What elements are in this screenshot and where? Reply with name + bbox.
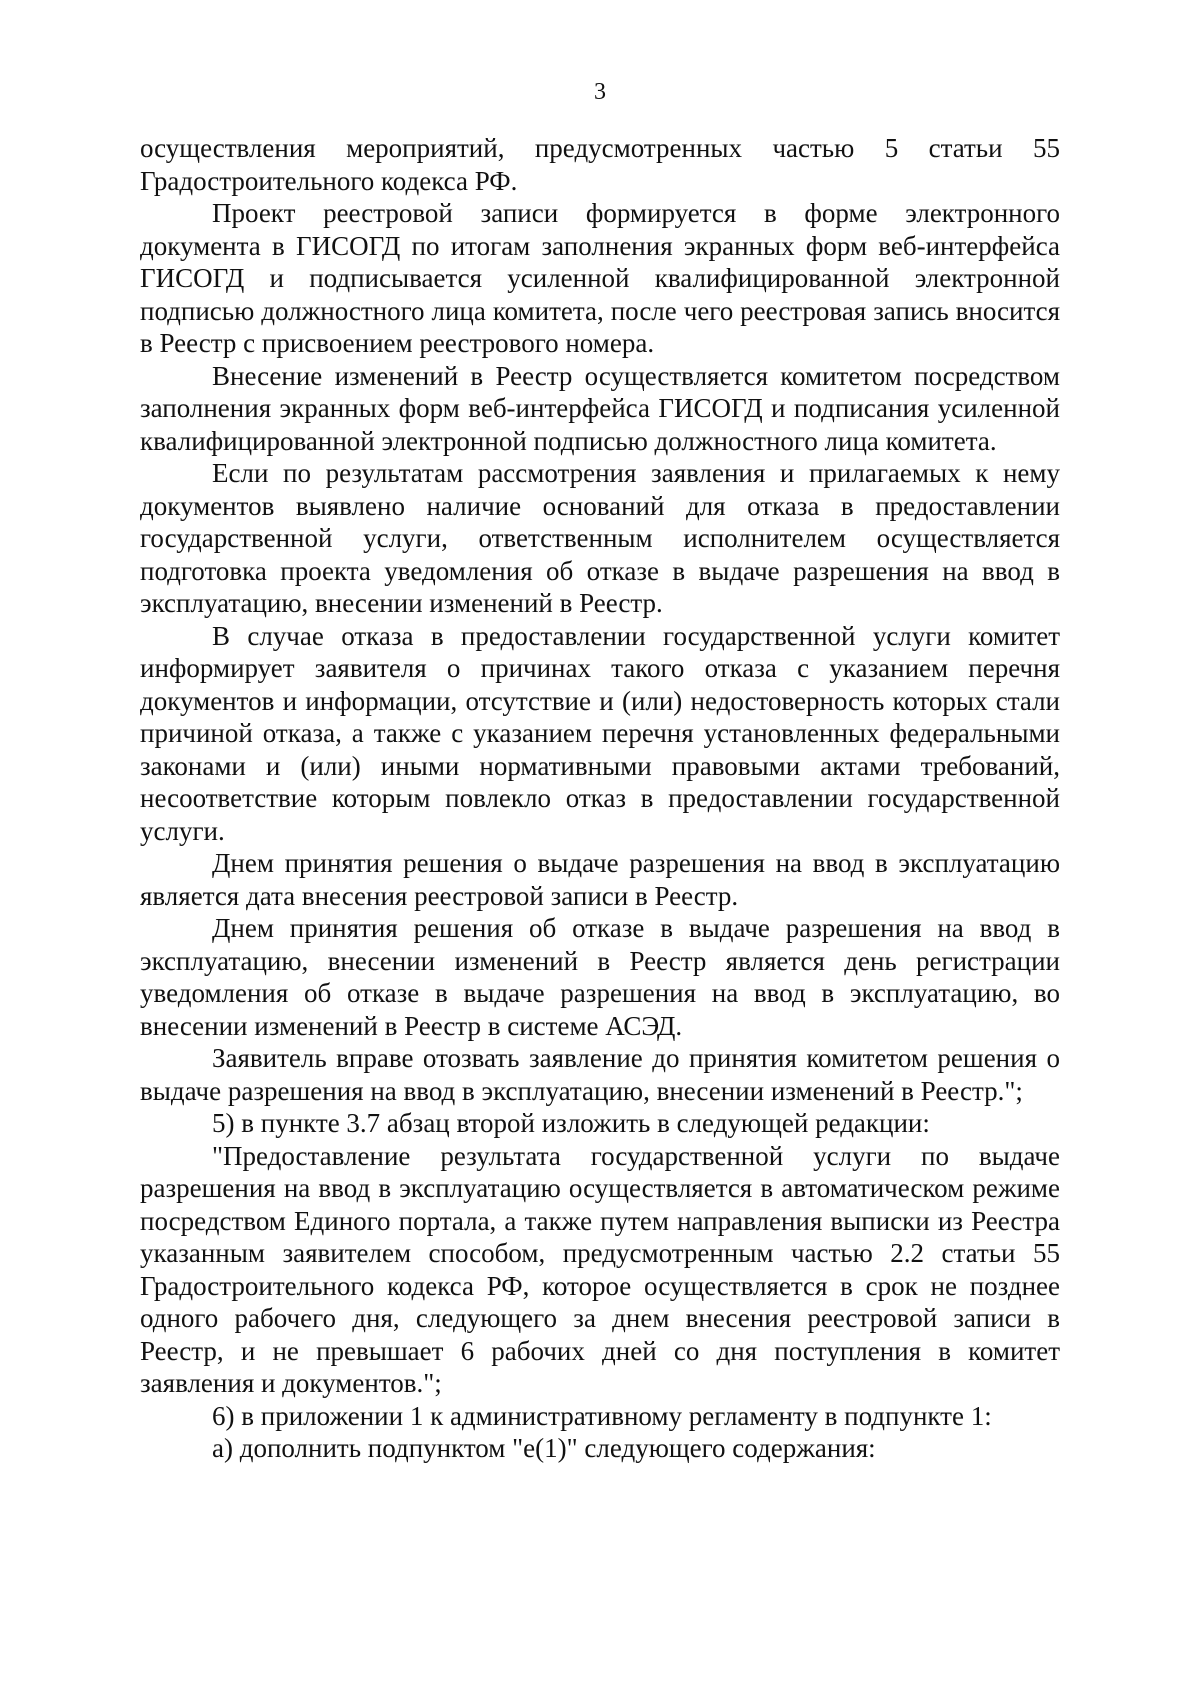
paragraph: Днем принятия решения об отказе в выдаче разрешения на ввод в эксплуатацию, внесении изменений в Реестр является день регистрации уведомления об отказе в выдаче разрешения на ввод в эксплуатацию, во внесении изменений в Реестр в системе АСЭД. [140,913,1060,1041]
paragraph: Днем принятия решения о выдаче разрешения на ввод в эксплуатацию является дата внесения реестровой записи в Реестр. [140,848,1060,911]
paragraph: Внесение изменений в Реестр осуществляется комитетом посредством заполнения экранных форм веб-интерфейса ГИСОГД и подписания усиленной квалифицированной электронной подписью должностного лица комитета. [140,360,1060,456]
document-body [140,132,1060,1465]
page-number: 3 [594,79,606,105]
paragraph: Если по результатам рассмотрения заявления и прилагаемых к нему документов выявлено наличие оснований для отказа в предоставлении государственной услуги, ответственным исполнителем осуществляется подготовка проекта уведомления об отказе в выдаче разрешения на ввод в эксплуатацию, внесении изменений в Реестр. [140,458,1060,618]
paragraph: В случае отказа в предоставлении государственной услуги комитет информирует заявителя о причинах такого отказа с указанием перечня документов и информации, отсутствие и (или) недостоверность которых стали причиной отказа, а также с указанием перечня установленных федеральными законами и (или) иными нормативными правовыми актами требований, несоответствие которым повлекло отказ в предоставлении государственной услуги. [140,620,1060,846]
paragraph: Проект реестровой записи формируется в форме электронного документа в ГИСОГД по итогам заполнения экранных форм веб-интерфейса ГИСОГД и подписывается усиленной квалифицированной электронной подписью должностного лица комитета, после чего реестровая запись вносится в Реестр с присвоением реестрового номера. [140,198,1060,358]
paragraph: "Предоставление результата государственной услуги по выдаче разрешения на ввод в эксплуатацию осуществляется в автоматическом режиме посредством Единого портала, а также путем направления выписки из Реестра указанным заявителем способом, предусмотренным частью 2.2 статьи 55 Градостроительного кодекса РФ, которое осуществляется в срок не позднее одного рабочего дня, следующего за днем внесения реестровой записи в Реестр, и не превышает 6 рабочих дней со дня поступления в комитет заявления и документов."; [140,1140,1060,1398]
paragraph: Заявитель вправе отозвать заявление до принятия комитетом решения о выдаче разрешения на ввод в эксплуатацию, внесении изменений в Реестр."; [140,1043,1060,1106]
paragraph: 5) в пункте 3.7 абзац второй изложить в следующей редакции: [212,1108,930,1138]
paragraph: а) дополнить подпунктом "е(1)" следующего содержания: [212,1433,876,1463]
paragraph: осуществления мероприятий, предусмотренных частью 5 статьи 55 Градостроительного кодекса РФ. [140,133,1060,196]
paragraph: 6) в приложении 1 к административному регламенту в подпункте 1: [212,1400,992,1431]
